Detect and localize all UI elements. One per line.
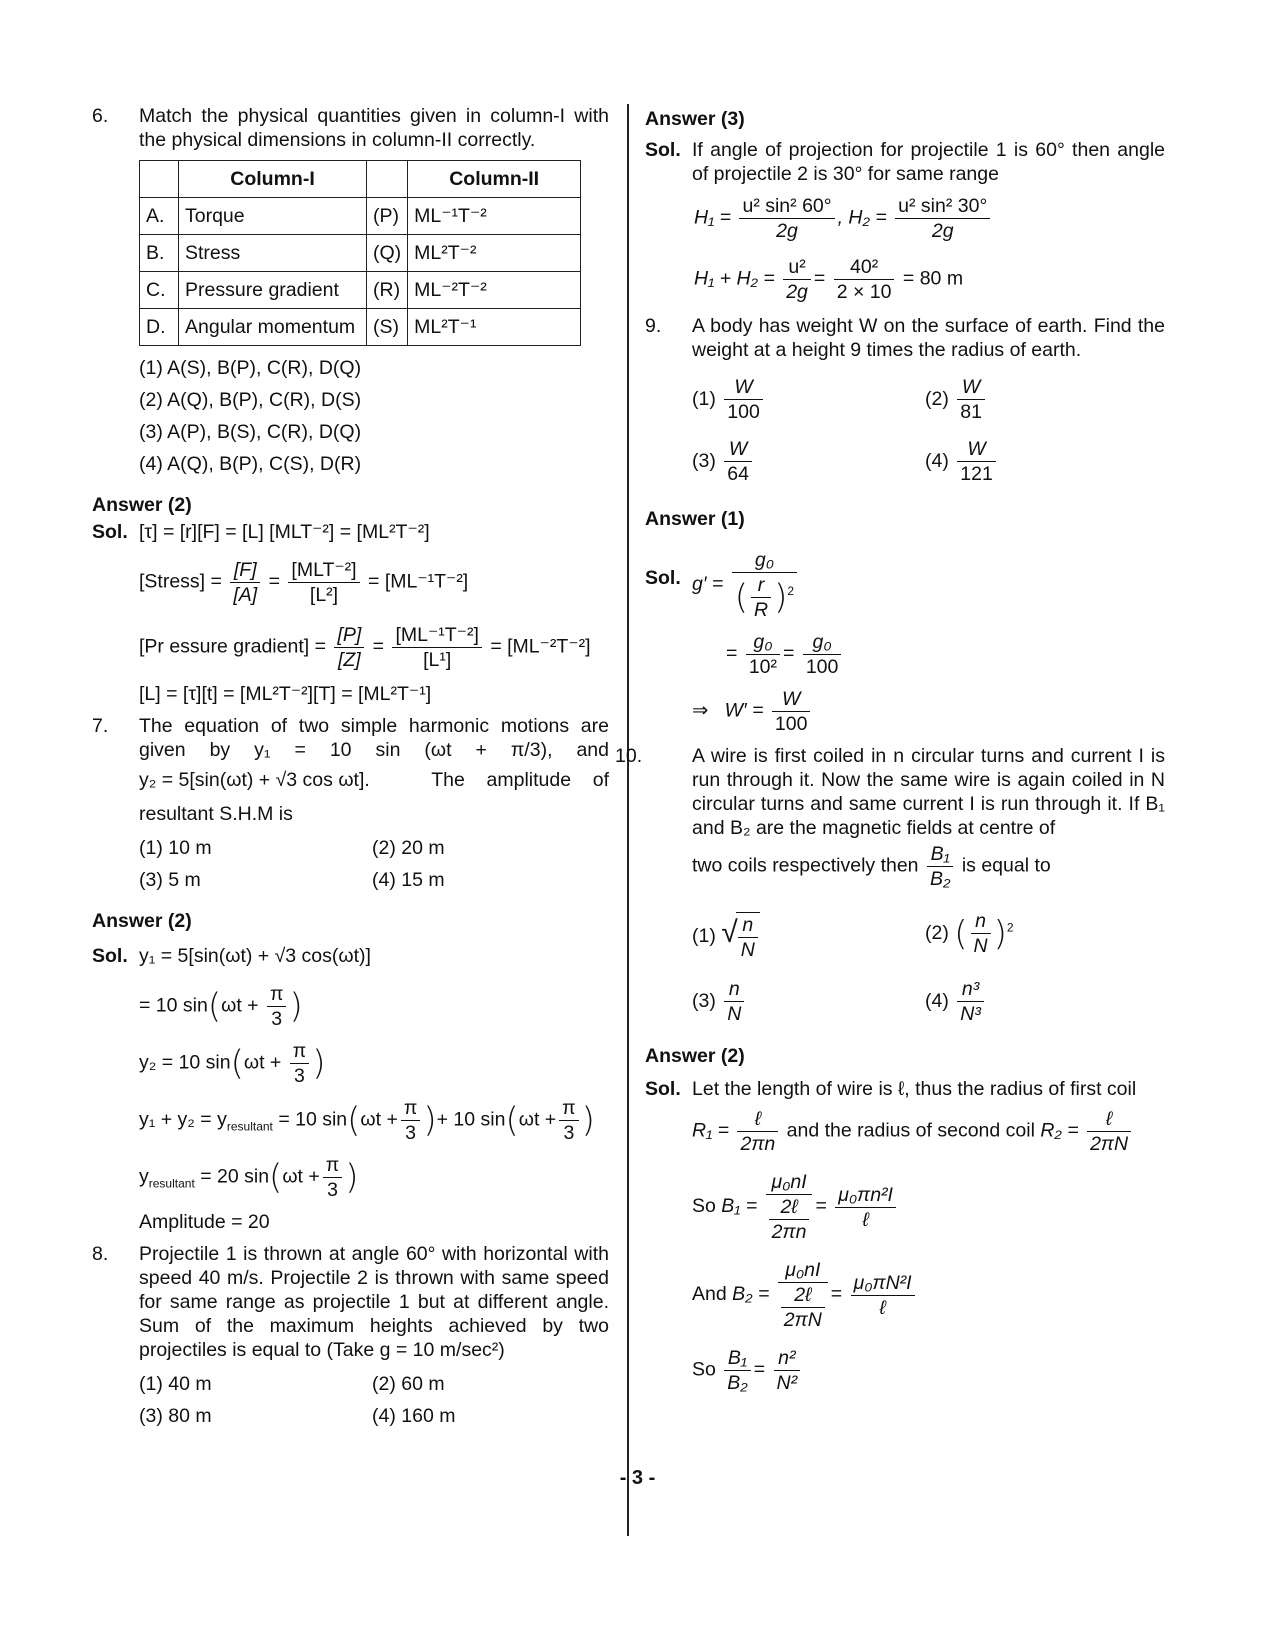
- fraction: [736, 912, 760, 962]
- eq-text: [Stress] =: [139, 570, 222, 593]
- numerator: π: [559, 1096, 578, 1121]
- numerator: 2ℓ: [781, 1283, 825, 1308]
- eq-text: = 10 sin: [278, 1108, 348, 1131]
- option-label: (2): [925, 922, 949, 944]
- table-row: [140, 198, 581, 235]
- eq-text: W′ =: [724, 699, 764, 722]
- option-3[interactable]: [692, 967, 925, 1035]
- eq-text: ωt +: [282, 1165, 320, 1188]
- numerator: π: [401, 1096, 420, 1121]
- row-code: (S): [367, 309, 408, 346]
- eq-text: = 20 sin: [200, 1165, 270, 1188]
- denominator: [A]: [233, 584, 258, 606]
- numerator: μ₀πN²I: [851, 1271, 915, 1296]
- eq-text: B₂ =: [732, 1283, 770, 1306]
- stress-equation: [139, 558, 609, 607]
- question-8: [92, 1242, 609, 1432]
- fraction: [724, 375, 763, 424]
- numerator: [MLT⁻²]: [288, 558, 359, 583]
- question-6: [92, 104, 609, 480]
- sol-label: Sol.: [645, 139, 681, 161]
- fraction: [835, 1183, 896, 1232]
- eq-text: , H₂ =: [837, 206, 887, 229]
- option-4[interactable]: (4) 160 m: [372, 1405, 456, 1427]
- column-2-header: Column-II: [408, 161, 581, 198]
- subscript: resultant: [148, 1176, 195, 1191]
- numerator: π: [323, 1153, 342, 1178]
- table-row: [140, 309, 581, 346]
- numerator: 2ℓ: [769, 1195, 810, 1220]
- numerator: [P]: [334, 623, 364, 648]
- question-text: two coils respectively then: [692, 854, 919, 877]
- eq-text: =: [726, 642, 738, 665]
- fraction: [766, 1170, 813, 1244]
- subscript: resultant: [226, 1119, 273, 1134]
- table-cell: [140, 161, 179, 198]
- row-code: (P): [367, 198, 408, 235]
- eq-text: = 80 m: [902, 267, 964, 290]
- eq-text: + 10 sin: [436, 1108, 506, 1131]
- fraction: [772, 687, 811, 736]
- fraction: [957, 375, 985, 424]
- row-key: B.: [140, 235, 179, 272]
- row-dim: ML⁻¹T⁻²: [408, 198, 581, 235]
- row-code: (R): [367, 272, 408, 309]
- eq-text: =: [783, 642, 795, 665]
- numerator: n²: [774, 1346, 801, 1371]
- question-text-part: resultant S.H.M is: [139, 803, 293, 825]
- denominator: [766, 1195, 813, 1244]
- question-number: 8.: [92, 1243, 109, 1265]
- numerator: B₁: [927, 842, 953, 867]
- option-3[interactable]: (3) 80 m: [139, 1405, 212, 1427]
- fraction: [323, 1153, 342, 1202]
- fraction: [751, 573, 771, 622]
- question-10: [615, 744, 1165, 1035]
- paren: ): [774, 577, 788, 618]
- denominator: B₂: [929, 868, 951, 890]
- options: [139, 832, 609, 896]
- question-text-part: The amplitude of: [431, 769, 609, 791]
- paren: ): [423, 1100, 437, 1141]
- row-item: Pressure gradient: [179, 272, 367, 309]
- options: [139, 1368, 609, 1432]
- sol-label: Sol.: [92, 521, 128, 543]
- table-cell: [367, 161, 408, 198]
- fraction: [971, 909, 991, 958]
- superscript: 2: [1006, 920, 1014, 935]
- denominator: 100: [805, 656, 839, 678]
- fraction: [230, 558, 260, 607]
- paren: ): [312, 1043, 326, 1084]
- option-3[interactable]: (3) 5 m: [139, 869, 201, 891]
- sol-line: y₁ = 5[sin(ωt) + √3 cos(ωt)]: [139, 945, 371, 967]
- denominator: 3: [327, 1179, 338, 1201]
- question-text: The equation of two simple harmonic motions are given by y₁ = 10 sin (ωt + π/3), and: [139, 715, 609, 761]
- question-7: [92, 714, 609, 896]
- sol-text: Let the length of wire is ℓ, thus the radius of first coil: [692, 1078, 1137, 1100]
- eq-text: R₁ =: [692, 1119, 730, 1142]
- paren: (: [734, 577, 748, 618]
- fraction: [834, 255, 895, 304]
- fraction: [769, 1195, 810, 1244]
- denominator: 2g: [786, 281, 808, 303]
- eq-text: y: [139, 1165, 149, 1188]
- fraction: [334, 623, 364, 672]
- answer-10: Answer (2): [645, 1045, 745, 1067]
- question-text: is equal to: [961, 854, 1051, 877]
- option-2[interactable]: (2) 60 m: [372, 1373, 445, 1395]
- numerator: g₀: [803, 630, 842, 655]
- numerator: 40²: [834, 255, 895, 280]
- eq-text: =: [815, 1195, 827, 1218]
- left-column: [92, 104, 609, 1432]
- question-text: A body has weight W on the surface of earth. Find the weight at a height 9 times the radius of earth.: [692, 315, 1165, 361]
- paren: ): [289, 986, 303, 1027]
- implies-icon: ⇒: [692, 699, 709, 722]
- sol-text: If angle of projection for projectile 1 is 60° then angle of projectile 2 is 30° for same range: [692, 139, 1165, 185]
- eq-text: g′ =: [692, 573, 724, 596]
- option-1[interactable]: (1) 10 m: [139, 837, 212, 859]
- fraction: [267, 982, 286, 1031]
- numerator: u² sin² 60°: [739, 194, 834, 219]
- answer-8: Answer (3): [645, 108, 745, 130]
- radius-equation: [692, 1107, 1165, 1156]
- sum-equation: [694, 255, 1165, 304]
- eq-text: = [ML⁻²T⁻²]: [490, 635, 591, 658]
- right-column: [615, 104, 1165, 1403]
- option-label: (4): [925, 990, 949, 1012]
- sol-equation: [726, 630, 1165, 679]
- fraction: [803, 630, 842, 679]
- match-table: [139, 160, 581, 346]
- fraction: [746, 630, 780, 679]
- eq-text: And: [692, 1283, 727, 1306]
- denominator: [Z]: [337, 649, 361, 671]
- option-1[interactable]: [692, 368, 925, 430]
- fraction: [851, 1271, 915, 1320]
- fraction: [957, 437, 996, 486]
- question-text: Projectile 1 is thrown at angle 60° with horizontal with speed 40 m/s. Projectile 2 is thrown with same speed for same range as projectile 1 but at different angle. Sum of the maximum heights achieved by two projectiles is equal to (Take g = 10 m/sec²): [139, 1243, 609, 1361]
- eq-text: R₂ =: [1040, 1119, 1079, 1142]
- eq-text: = 10 sin: [139, 994, 208, 1017]
- heights-equation: [694, 194, 1165, 243]
- fraction: [732, 548, 797, 622]
- denominator: N: [973, 935, 988, 958]
- paren: (: [230, 1043, 244, 1084]
- denominator: 3: [563, 1122, 575, 1144]
- denominator: 10²: [748, 656, 777, 678]
- numerator: ℓ: [1087, 1107, 1131, 1132]
- question-text: Match the physical quantities given in column-I with the physical dimensions in column-II correctly.: [139, 105, 609, 151]
- sol-line: [L] = [τ][t] = [ML²T⁻²][T] = [ML²T⁻¹]: [139, 683, 432, 705]
- fraction: [288, 558, 359, 607]
- denominator: 81: [960, 401, 982, 424]
- fraction: [559, 1096, 578, 1145]
- sqrt-icon: √: [721, 916, 738, 949]
- denominator: 2πN: [1090, 1133, 1129, 1155]
- option-label: (1): [692, 925, 716, 947]
- denominator: 3: [271, 1008, 283, 1030]
- question-number: 9.: [645, 315, 662, 337]
- table-row: [140, 235, 581, 272]
- row-key: D.: [140, 309, 179, 346]
- option-2[interactable]: (2) A(Q), B(P), C(R), D(S): [139, 389, 362, 411]
- denominator: 100: [727, 401, 760, 424]
- numerator: n: [738, 913, 758, 938]
- numerator: W: [772, 687, 811, 712]
- numerator: μ₀πn²I: [835, 1183, 896, 1208]
- sol-label: Sol.: [92, 945, 128, 967]
- denominator: 64: [727, 463, 749, 486]
- numerator: u²: [783, 255, 811, 280]
- numerator: W: [724, 375, 763, 400]
- numerator: [ML⁻¹T⁻²]: [392, 623, 481, 648]
- eq-text: So: [692, 1195, 716, 1218]
- fraction: [781, 1283, 825, 1332]
- denominator: N³: [960, 1003, 981, 1026]
- sol-line: [τ] = [r][F] = [L] [MLT⁻²] = [ML²T⁻²]: [139, 521, 430, 543]
- eq-text: =: [813, 267, 826, 290]
- numerator: B₁: [724, 1346, 750, 1371]
- paren: ): [993, 913, 1007, 954]
- paren: (: [207, 986, 222, 1027]
- option-4[interactable]: (4) 15 m: [372, 869, 445, 891]
- eq-text: =: [830, 1283, 843, 1306]
- fraction: [724, 977, 744, 1026]
- denominator: 3: [294, 1065, 305, 1087]
- question-number: 6.: [92, 105, 109, 127]
- eq-text: B₁ =: [721, 1195, 758, 1218]
- option-2[interactable]: (2) 20 m: [372, 837, 445, 859]
- paren: ): [581, 1100, 595, 1141]
- eq-text: H₁ =: [694, 206, 732, 229]
- fraction: [724, 1346, 750, 1395]
- option-4[interactable]: [925, 430, 1158, 492]
- sol-equation: [139, 1096, 609, 1145]
- paren: ): [345, 1157, 359, 1198]
- fraction: [737, 1107, 778, 1156]
- denominator: ℓ: [862, 1208, 869, 1231]
- denominator: 2g: [931, 220, 954, 242]
- fraction: [778, 1258, 828, 1332]
- equation: y₂ = 5[sin(ωt) + √3 cos ωt].: [139, 769, 370, 791]
- eq-text: =: [268, 570, 280, 593]
- question-text-line: [139, 768, 609, 792]
- question-number: 10.: [615, 745, 643, 767]
- numerator: n³: [957, 977, 984, 1002]
- fraction: [739, 194, 834, 243]
- row-dim: ML²T⁻²: [408, 235, 581, 272]
- row-item: Angular momentum: [179, 309, 367, 346]
- eq-text: So: [692, 1358, 716, 1381]
- eq-text: [Pr essure gradient] =: [139, 635, 326, 658]
- denominator: N: [727, 1003, 742, 1026]
- fraction: [783, 255, 811, 304]
- option-2[interactable]: [925, 899, 1158, 967]
- numerator: n: [971, 909, 991, 934]
- answer-7: Answer (2): [92, 910, 192, 932]
- numerator: g₀: [732, 548, 797, 573]
- question-9: [645, 314, 1165, 492]
- sol-equation: [139, 1039, 609, 1088]
- numerator: μ₀nI: [778, 1258, 828, 1283]
- row-key: C.: [140, 272, 179, 309]
- paren: (: [505, 1100, 519, 1141]
- page-number: - 3 -: [619, 1467, 656, 1489]
- fraction: [401, 1096, 420, 1145]
- denominator: 2πN: [783, 1309, 822, 1331]
- table-header-row: [140, 161, 581, 198]
- solution-6: [92, 520, 609, 706]
- denominator: ℓ: [879, 1296, 886, 1319]
- option-3[interactable]: (3) A(P), B(S), C(R), D(Q): [139, 421, 362, 443]
- option-label: (4): [925, 450, 949, 472]
- numerator: π: [290, 1039, 309, 1064]
- denominator: 100: [774, 713, 808, 735]
- row-dim: ML⁻²T⁻²: [408, 272, 581, 309]
- column-divider: [627, 104, 629, 1536]
- fraction: [895, 194, 990, 243]
- denominator: 3: [405, 1122, 417, 1144]
- denominator: N: [740, 938, 755, 961]
- fraction: [392, 623, 481, 672]
- b2-equation: [692, 1258, 1165, 1332]
- options: [139, 352, 609, 480]
- option-label: (1): [692, 388, 716, 410]
- option-1[interactable]: (1) A(S), B(P), C(R), D(Q): [139, 357, 362, 379]
- denominator: 121: [960, 463, 993, 486]
- option-3[interactable]: [692, 430, 925, 492]
- numerator: ℓ: [737, 1107, 778, 1132]
- sol-equation: [139, 1153, 609, 1202]
- denominator: B₂: [727, 1372, 748, 1394]
- eq-text: ωt +: [243, 1051, 282, 1074]
- amplitude-result: Amplitude = 20: [139, 1211, 270, 1233]
- question-number: 7.: [92, 715, 109, 737]
- row-item: Stress: [179, 235, 367, 272]
- numerator: u² sin² 30°: [895, 194, 990, 219]
- denominator: [778, 1283, 828, 1332]
- denominator: 2πn: [740, 1133, 776, 1155]
- denominator: 2πn: [771, 1221, 807, 1243]
- denominator: N²: [776, 1372, 798, 1394]
- option-4[interactable]: [925, 967, 1158, 1035]
- option-label: (2): [925, 388, 949, 410]
- superscript: 2: [787, 584, 795, 599]
- eq-text: =: [753, 1358, 766, 1381]
- row-item: Torque: [179, 198, 367, 235]
- eq-text: ωt +: [221, 994, 259, 1017]
- fraction: [724, 437, 752, 486]
- fraction: [290, 1039, 309, 1088]
- fraction: [957, 977, 984, 1026]
- solution-7: [92, 944, 609, 1234]
- option-4[interactable]: (4) A(Q), B(P), C(S), D(R): [139, 453, 362, 475]
- numerator: [F]: [230, 558, 260, 583]
- row-key: A.: [140, 198, 179, 235]
- numerator: μ₀nI: [766, 1170, 813, 1195]
- eq-text: ωt +: [518, 1108, 557, 1131]
- sol-label: Sol.: [645, 567, 681, 589]
- eq-text: and the radius of second coil: [786, 1119, 1035, 1142]
- solution-10: [645, 1077, 1165, 1395]
- g-equation: [692, 548, 1165, 622]
- paren: (: [954, 913, 968, 954]
- denominator: [L²]: [309, 584, 339, 606]
- answer-6: Answer (2): [92, 494, 192, 516]
- eq-text: =: [372, 635, 385, 658]
- eq-text: y₂ = 10 sin: [139, 1051, 231, 1074]
- denominator: 2 × 10: [836, 281, 892, 303]
- denominator: 2g: [776, 220, 798, 242]
- eq-text: y₁ + y₂ = y: [139, 1108, 227, 1131]
- numerator: r: [751, 573, 771, 598]
- fraction: [774, 1346, 801, 1395]
- fraction: [1087, 1107, 1131, 1156]
- sol-label: Sol.: [645, 1078, 681, 1100]
- eq-text: ωt +: [360, 1108, 398, 1131]
- denominator: [L¹]: [423, 649, 452, 671]
- ratio-equation: [692, 1346, 1165, 1395]
- option-label: (3): [692, 990, 716, 1012]
- question-text: A wire is first coiled in n circular turns and current I is run through it. Now the same wire is again coiled in N circular turns and same current I is run through it. If B₁ and B₂ are the magnetic fields at centre of: [692, 745, 1165, 839]
- solution-9: [645, 548, 1165, 736]
- denominator: [732, 573, 797, 622]
- numerator: W: [724, 437, 752, 462]
- numerator: π: [267, 982, 286, 1007]
- row-dim: ML²T⁻¹: [408, 309, 581, 346]
- paren: (: [269, 1157, 283, 1198]
- sol-equation: [139, 982, 609, 1031]
- numerator: g₀: [746, 630, 780, 655]
- row-code: (Q): [367, 235, 408, 272]
- denominator: R: [754, 599, 769, 621]
- option-label: (3): [692, 450, 716, 472]
- paren: (: [347, 1100, 361, 1141]
- option-1[interactable]: [692, 899, 925, 967]
- option-1[interactable]: (1) 40 m: [139, 1373, 212, 1395]
- pressure-gradient-equation: [139, 623, 609, 672]
- numerator: n: [724, 977, 744, 1002]
- eq-text: = [ML⁻¹T⁻²]: [368, 570, 469, 593]
- fraction: [927, 842, 953, 891]
- table-row: [140, 272, 581, 309]
- column-1-header: Column-I: [179, 161, 367, 198]
- b1-equation: [692, 1170, 1165, 1244]
- numerator: W: [957, 375, 985, 400]
- solution-8: [645, 138, 1165, 304]
- option-2[interactable]: [925, 368, 1158, 430]
- question-text-line: [692, 842, 1165, 891]
- numerator: W: [957, 437, 996, 462]
- sol-equation: [692, 687, 1165, 736]
- eq-text: H₁ + H₂ =: [694, 267, 775, 290]
- answer-9: Answer (1): [645, 508, 745, 530]
